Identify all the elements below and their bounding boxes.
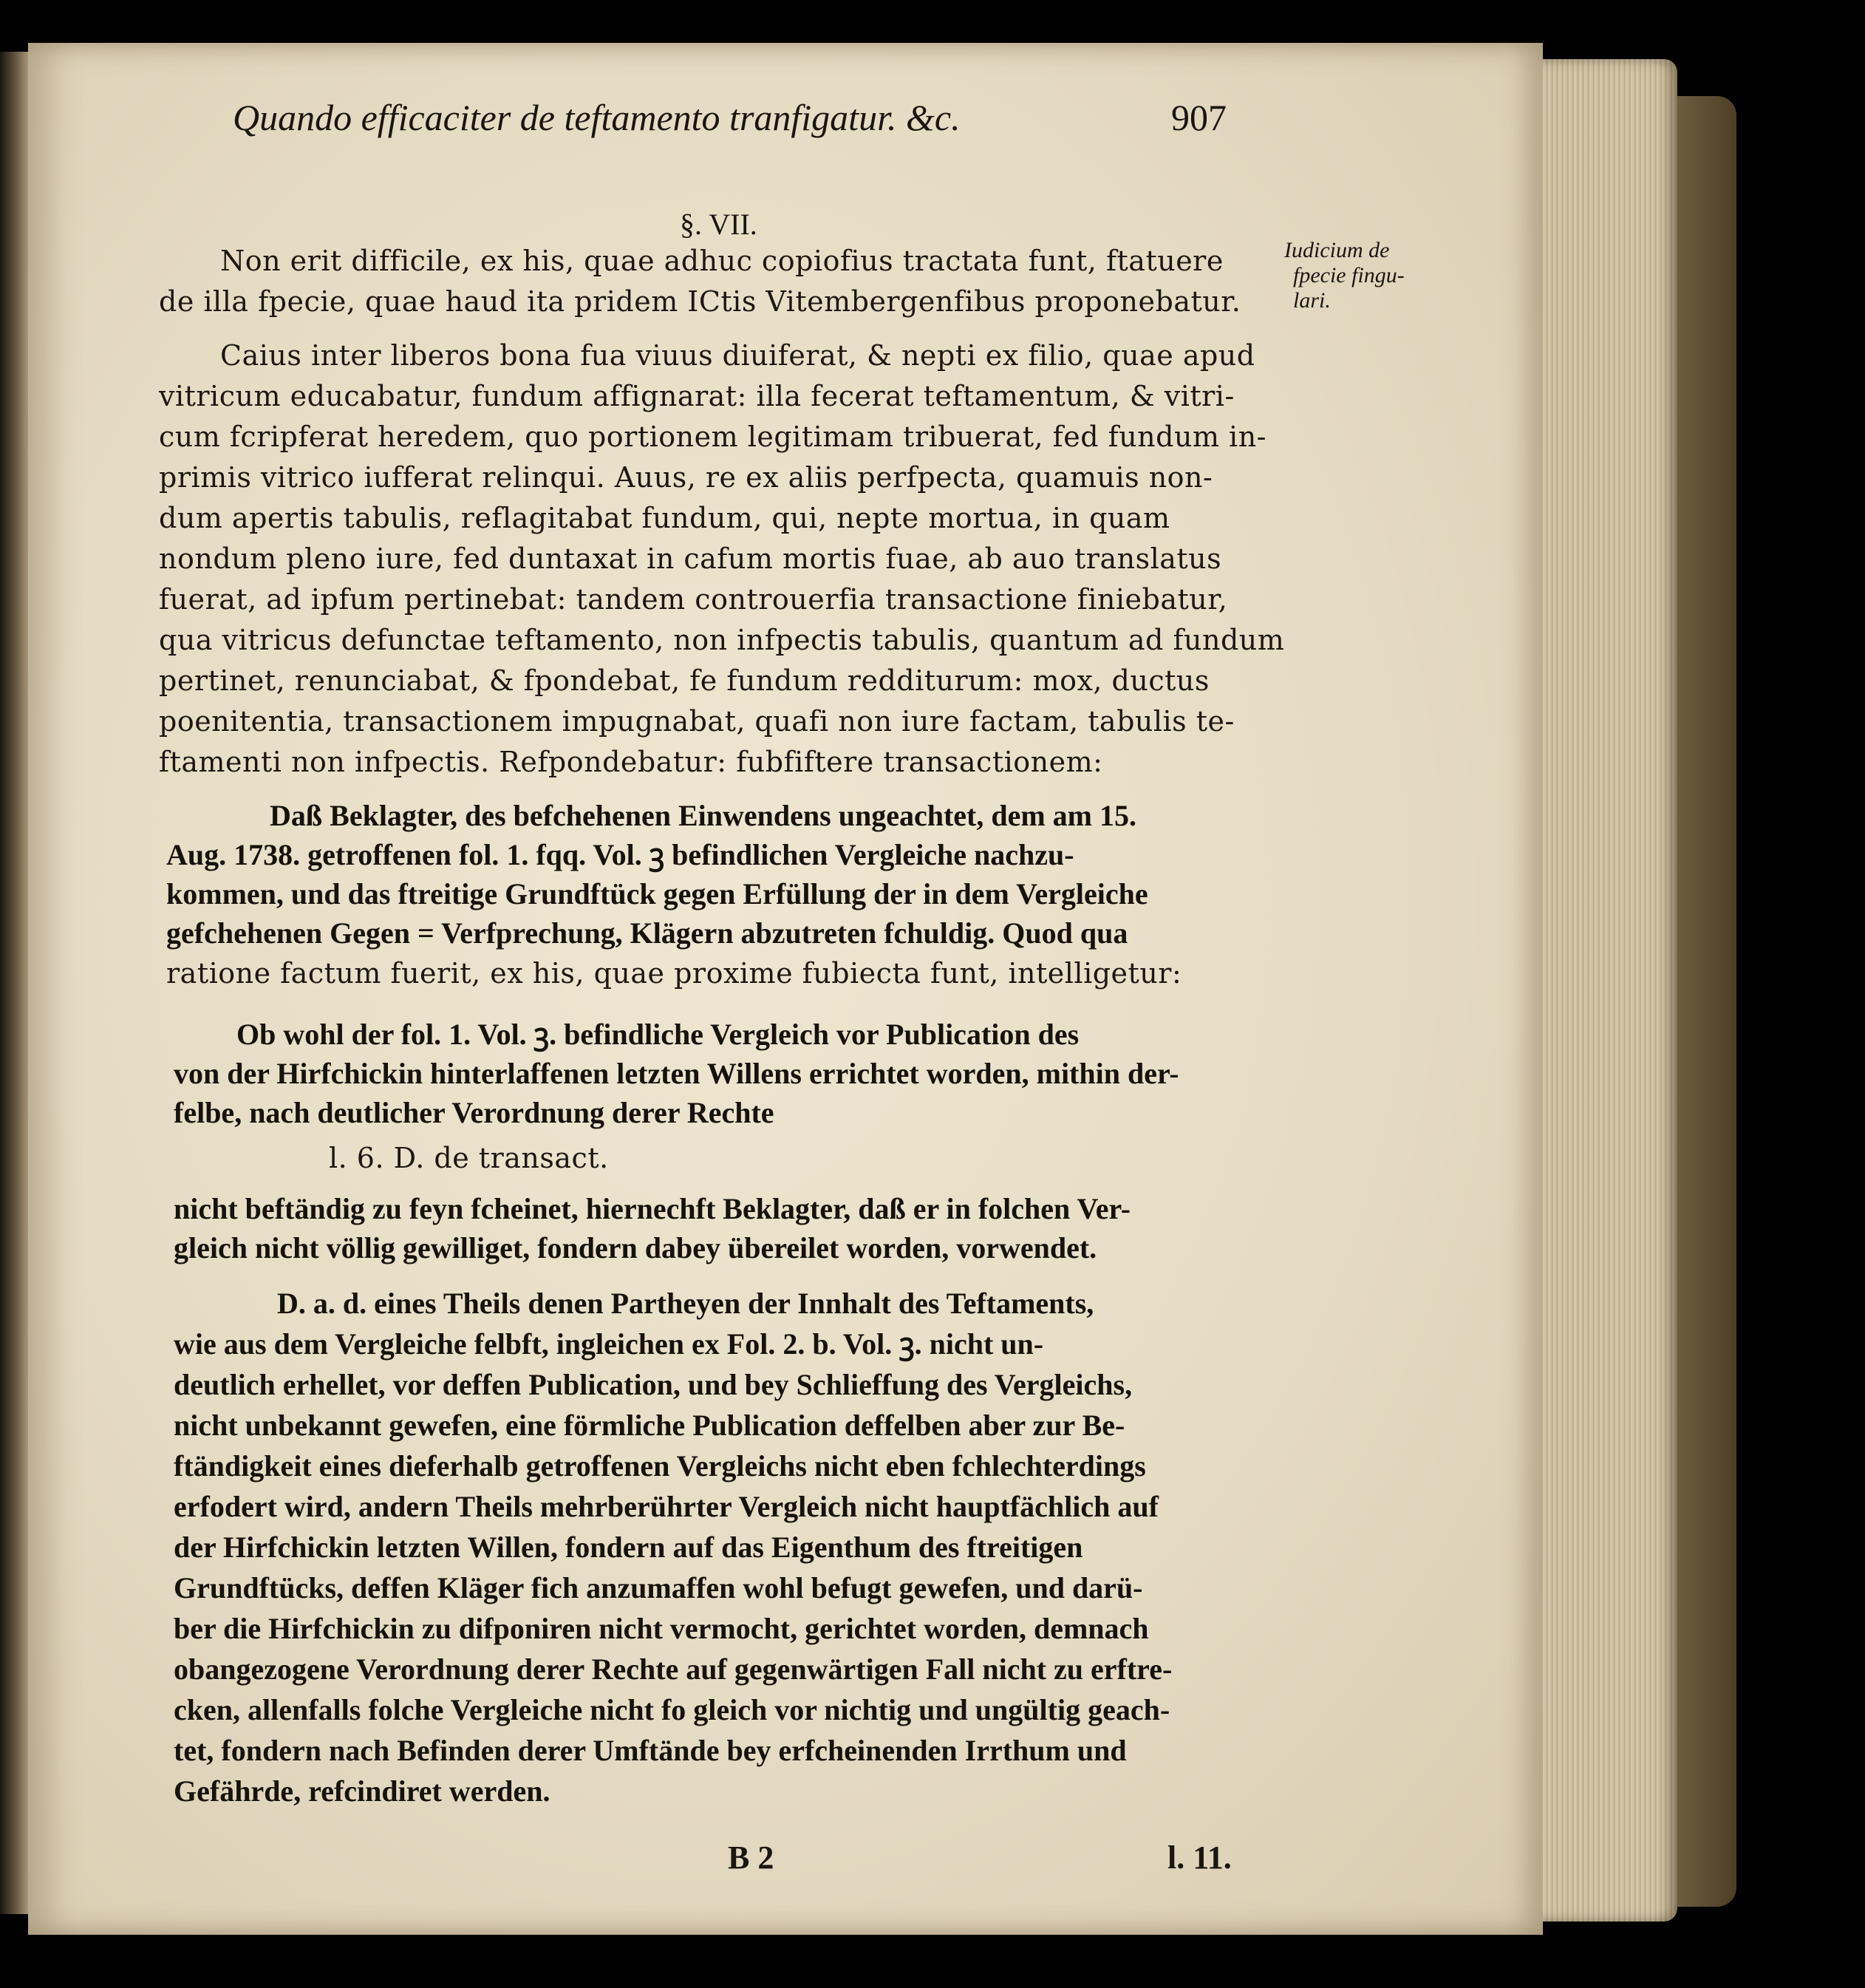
fraktur-line: cken, allenfalls folche Vergleiche nicht fo gleich vor nichtig und ungültig geach-	[174, 1693, 1170, 1726]
left-page-edge	[0, 52, 28, 1914]
fraktur-line: wie aus dem Vergleiche felbft, ingleichen ex Fol. 2. b. Vol. ꝫ. nicht un-	[174, 1327, 1044, 1361]
fraktur-line: kommen, und das ftreitige Grundftück gegen Erfüllung der in dem Vergleiche	[166, 877, 1148, 910]
fraktur-line: der Hirfchickin letzten Willen, fondern auf das Eigenthum des ftreitigen	[174, 1531, 1083, 1564]
fraktur-line: Aug. 1738. getroffenen fol. 1. fqq. Vol. ꝫ befindlichen Vergleiche nachzu-	[166, 838, 1074, 871]
section-heading: §. VII.	[680, 208, 757, 241]
fraktur-line: erfodert wird, andern Theils mehrberührter Vergleich nicht hauptfächlich auf	[174, 1490, 1159, 1523]
text-line: Non erit difficile, ex his, quae adhuc copiofius tractata funt, ftatuere	[220, 245, 1224, 277]
text-line: dum apertis tabulis, reflagitabat fundum, qui, nepte mortua, in quam	[159, 502, 1170, 534]
fraktur-line: ftändigkeit eines dieferhalb getroffenen Vergleichs nicht eben fchlechterdings	[174, 1449, 1146, 1483]
running-title: Quando efficaciter de teftamento tranfigatur. &c.	[233, 97, 961, 138]
marginal-note-line: Iudicium de	[1284, 238, 1390, 262]
fraktur-line: Grundftücks, deffen Kläger fich anzumaffen wohl befugt gewefen, und darü-	[174, 1571, 1143, 1604]
fraktur-line: deutlich erhellet, vor deffen Publication, und bey Schlieffung des Vergleichs,	[174, 1368, 1133, 1401]
text-line: poenitentia, transactionem impugnabat, quafi non iure factam, tabulis te-	[159, 705, 1235, 738]
citation: l. 6. D. de transact.	[329, 1142, 609, 1174]
fraktur-line: Ob wohl der fol. 1. Vol. ꝫ. befindliche Vergleich vor Publication des	[236, 1018, 1080, 1051]
fraktur-line: nicht unbekannt gewefen, eine förmliche Publication deffelben aber zur Be-	[174, 1409, 1125, 1442]
fraktur-line: D. a. d. eines Theils denen Partheyen der Innhalt des Teftaments,	[277, 1287, 1094, 1320]
fraktur-line: von der Hirfchickin hinterlaffenen letzten Willens errichtet worden, mithin der-	[174, 1057, 1179, 1090]
fraktur-line: Gefährde, refcindiret werden.	[174, 1774, 550, 1808]
fraktur-line: obangezogene Verordnung derer Rechte auf gegenwärtigen Fall nicht zu erftre-	[174, 1652, 1173, 1686]
fraktur-line: felbe, nach deutlicher Verordnung derer Rechte	[174, 1096, 774, 1129]
catchword: l. 11.	[1167, 1839, 1232, 1876]
page-number: 907	[1171, 97, 1227, 138]
text-line: ratione factum fuerit, ex his, quae proxime fubiecta funt, intelligetur:	[166, 957, 1182, 990]
fraktur-line: tet, fondern nach Befinden derer Umftände bey erfcheinenden Irrthum und	[174, 1734, 1127, 1767]
text-line: cum fcripferat heredem, quo portionem legitimam tribuerat, fed fundum in-	[159, 421, 1267, 453]
marginal-note-line: fpecie fingu-	[1293, 263, 1405, 287]
fraktur-line: gefchehenen Gegen = Verfprechung, Klägern abzutreten fchuldig. Quod qua	[166, 916, 1128, 950]
text-line: vitricum educabatur, fundum affignarat: illa fecerat teftamentum, & vitri-	[159, 380, 1235, 412]
fraktur-line: Daß Beklagter, des befchehenen Einwendens ungeachtet, dem am 15.	[270, 799, 1136, 832]
text-line: de illa fpecie, quae haud ita pridem ICtis Vitembergenfibus proponebatur.	[159, 285, 1241, 318]
fraktur-line: nicht beftändig zu feyn fcheinet, hiernechft Beklagter, daß er in folchen Ver-	[174, 1192, 1131, 1225]
fraktur-line: gleich nicht völlig gewilliget, fondern dabey übereilet worden, vorwendet.	[174, 1231, 1097, 1264]
text-line: fuerat, ad ipfum pertinebat: tandem controuerfia transactione finiebatur,	[159, 583, 1228, 616]
text-line: Caius inter liberos bona fua viuus diuiferat, & nepti ex filio, quae apud	[220, 339, 1255, 372]
marginal-note-line: lari.	[1293, 288, 1331, 313]
text-line: pertinet, renunciabat, & fpondebat, fe fundum redditurum: mox, ductus	[159, 664, 1210, 697]
text-line: primis vitrico iufferat relinqui. Auus, re ex aliis perfpecta, quamuis non-	[159, 461, 1213, 494]
fraktur-line: ber die Hirfchickin zu difponiren nicht vermocht, gerichtet worden, demnach	[174, 1612, 1149, 1645]
text-line: qua vitricus defunctae teftamento, non infpectis tabulis, quantum ad fundum	[159, 624, 1285, 656]
signature-mark: B 2	[728, 1839, 774, 1876]
text-line: nondum pleno iure, fed duntaxat in cafum mortis fuae, ab auo translatus	[159, 542, 1222, 575]
text-line: ftamenti non infpectis. Refpondebatur: fubfiftere transactionem:	[159, 746, 1103, 778]
